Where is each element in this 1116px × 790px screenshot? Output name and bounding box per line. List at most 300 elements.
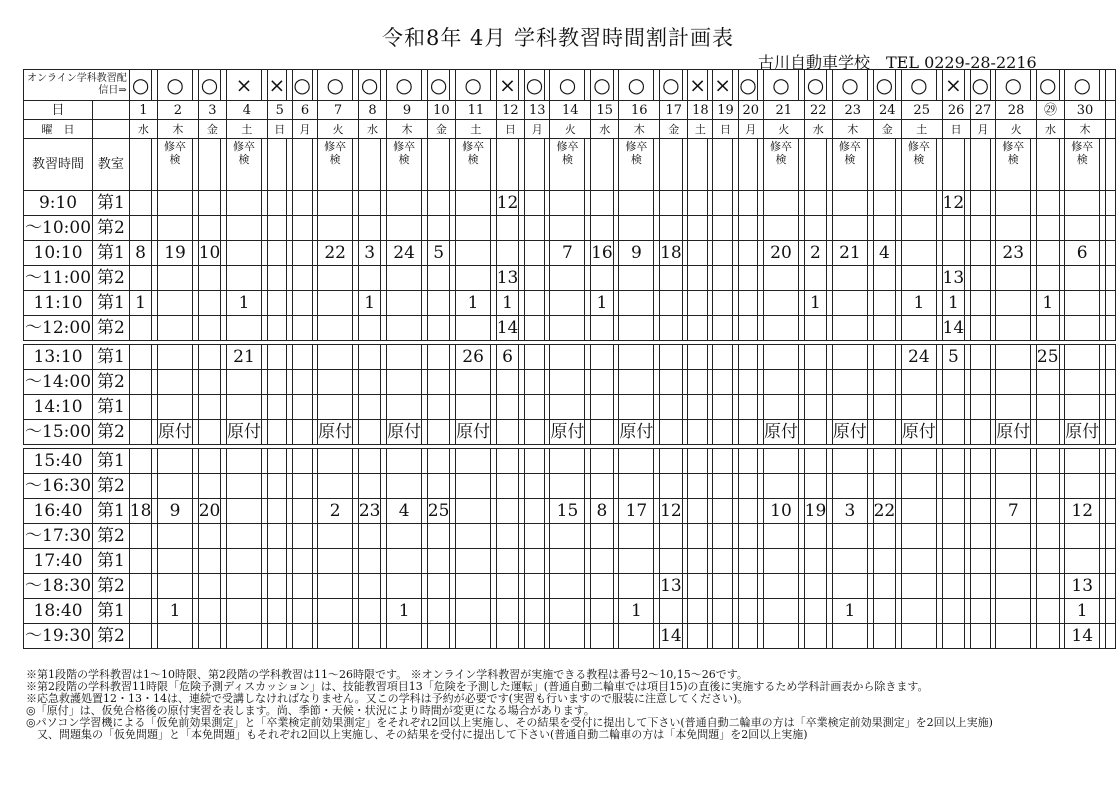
- lesson-cell: [738, 420, 758, 445]
- lesson-cell: [688, 191, 707, 216]
- lesson-cell: [942, 574, 965, 599]
- table-row: [24, 420, 1116, 445]
- lesson-cell: [456, 499, 491, 524]
- lesson-cell: [525, 449, 545, 474]
- lesson-cell: [292, 474, 312, 499]
- lesson-cell: [738, 599, 758, 624]
- online-mark: ×: [688, 70, 707, 101]
- lesson-cell: [129, 524, 152, 549]
- lesson-cell: [550, 449, 585, 474]
- lesson-cell: [318, 316, 353, 341]
- lesson-cell: [550, 395, 585, 420]
- lesson-cell: [1065, 345, 1100, 370]
- table-row: [24, 191, 1116, 216]
- lesson-cell: [525, 524, 545, 549]
- day-number: 18: [688, 101, 713, 120]
- weekday-cell: 日: [713, 120, 738, 139]
- lesson-cell: [227, 574, 262, 599]
- lesson-cell: [591, 420, 614, 445]
- lesson-cell: [970, 624, 990, 649]
- lesson-cell: 5: [942, 345, 965, 370]
- shuko-cell: [873, 139, 896, 191]
- lesson-cell: [832, 524, 867, 549]
- online-mark: ○: [427, 70, 450, 101]
- lesson-cell: [496, 370, 519, 395]
- lesson-cell: [713, 241, 732, 266]
- lesson-cell: [970, 191, 990, 216]
- lesson-cell: [129, 345, 152, 370]
- lesson-cell: 14: [1065, 624, 1100, 649]
- lesson-cell: [738, 499, 758, 524]
- lesson-cell: [996, 345, 1031, 370]
- day-number: 14: [550, 101, 591, 120]
- lesson-cell: [738, 574, 758, 599]
- lesson-cell: [292, 266, 312, 291]
- lesson-cell: [832, 216, 867, 241]
- lesson-cell: 21: [227, 345, 262, 370]
- lesson-cell: [763, 449, 798, 474]
- lesson-cell: [804, 624, 827, 649]
- lesson-cell: [292, 316, 312, 341]
- lesson-cell: [227, 266, 262, 291]
- lesson-cell: 13: [496, 266, 519, 291]
- lesson-cell: [996, 316, 1031, 341]
- lesson-cell: [713, 624, 732, 649]
- lesson-cell: [873, 291, 896, 316]
- lesson-cell: [804, 549, 827, 574]
- weekday-cell: 木: [619, 120, 660, 139]
- lesson-cell: [427, 524, 450, 549]
- online-mark: ○: [619, 70, 654, 101]
- lesson-cell: [427, 624, 450, 649]
- slot-end-time: ～11:00: [24, 266, 93, 291]
- lesson-cell: [832, 316, 867, 341]
- lesson-cell: [619, 449, 654, 474]
- room-label: 第2: [93, 266, 130, 291]
- lesson-cell: [267, 345, 286, 370]
- spacer-cell: [1105, 316, 1115, 341]
- lesson-cell: [550, 524, 585, 549]
- online-mark: ○: [738, 70, 758, 101]
- lesson-cell: 3: [832, 499, 867, 524]
- lesson-cell: [713, 574, 732, 599]
- lesson-cell: [267, 420, 286, 445]
- online-mark: ○: [901, 70, 936, 101]
- page-title: 令和8年 4月 学科教習時間割計画表: [381, 26, 735, 50]
- spacer-cell: [1105, 101, 1115, 120]
- lesson-cell: [901, 474, 936, 499]
- note-5: ◎パソコン学習機による「仮免前効果測定」と「卒業検定前効果測定」をそれぞれ2回以上実施し、その結果を受付に提出して下さい(普通自動二輪車の方は「卒業検定前効果測定」を2回以上実施): [26, 716, 993, 729]
- lesson-cell: [550, 191, 585, 216]
- lesson-cell: [427, 599, 450, 624]
- lesson-cell: [267, 499, 286, 524]
- lesson-cell: [738, 549, 758, 574]
- lesson-cell: [158, 449, 193, 474]
- lesson-cell: [387, 291, 422, 316]
- room-label: 第1: [93, 499, 130, 524]
- lesson-cell: [873, 549, 896, 574]
- lesson-cell: [804, 316, 827, 341]
- lesson-cell: [1036, 624, 1059, 649]
- table-row: [24, 316, 1116, 341]
- lesson-cell: 1: [619, 599, 654, 624]
- lesson-cell: [591, 191, 614, 216]
- lesson-cell: [873, 191, 896, 216]
- slot-end-time: ～10:00: [24, 216, 93, 241]
- lesson-cell: [427, 449, 450, 474]
- spacer-cell: [1105, 370, 1115, 395]
- online-mark: ○: [1036, 70, 1059, 101]
- lesson-cell: [901, 524, 936, 549]
- lesson-cell: [832, 395, 867, 420]
- weekday-cell: 火: [550, 120, 591, 139]
- lesson-cell: [873, 395, 896, 420]
- lesson-cell: [832, 549, 867, 574]
- lesson-cell: [660, 316, 683, 341]
- lesson-cell: [318, 370, 353, 395]
- lesson-cell: [318, 266, 353, 291]
- lesson-cell: [660, 524, 683, 549]
- lesson-cell: [688, 449, 707, 474]
- lesson-cell: [901, 216, 936, 241]
- lesson-cell: [318, 191, 353, 216]
- spacer-cell: [1105, 139, 1115, 191]
- online-mark: ○: [832, 70, 867, 101]
- lesson-cell: [496, 624, 519, 649]
- weekday-cell: 水: [591, 120, 619, 139]
- lesson-cell: 23: [358, 499, 381, 524]
- lesson-cell: [1036, 449, 1059, 474]
- time-header: 教習時間: [24, 139, 93, 191]
- lesson-cell: [427, 191, 450, 216]
- lesson-cell: [942, 499, 965, 524]
- lesson-cell: [292, 241, 312, 266]
- lesson-cell: 1: [496, 291, 519, 316]
- lesson-cell: [713, 291, 732, 316]
- lesson-cell: [129, 549, 152, 574]
- lesson-cell: [496, 549, 519, 574]
- lesson-cell: [1036, 241, 1059, 266]
- lesson-cell: [942, 216, 965, 241]
- lesson-cell: [996, 624, 1031, 649]
- lesson-cell: 14: [496, 316, 519, 341]
- lesson-cell: [456, 549, 491, 574]
- shuko-cell: 修卒検: [318, 139, 353, 191]
- shuko-cell: 修卒検: [158, 139, 193, 191]
- lesson-cell: [713, 395, 732, 420]
- lesson-cell: [267, 449, 286, 474]
- lesson-cell: [292, 499, 312, 524]
- shuko-cell: [198, 139, 221, 191]
- lesson-cell: [292, 549, 312, 574]
- genpu-cell: 原付: [227, 420, 262, 445]
- lesson-cell: [591, 549, 614, 574]
- lesson-cell: [158, 474, 193, 499]
- lesson-cell: [158, 624, 193, 649]
- weekday-cell: 月: [292, 120, 317, 139]
- lesson-cell: [901, 191, 936, 216]
- lesson-cell: 3: [358, 241, 381, 266]
- lesson-cell: 24: [387, 241, 422, 266]
- lesson-cell: [970, 395, 990, 420]
- lesson-cell: [292, 345, 312, 370]
- lesson-cell: [227, 549, 262, 574]
- online-mark: ○: [1065, 70, 1100, 101]
- lesson-cell: [970, 241, 990, 266]
- lesson-cell: [129, 191, 152, 216]
- lesson-cell: [763, 549, 798, 574]
- shuko-cell: 修卒検: [832, 139, 867, 191]
- lesson-cell: [832, 266, 867, 291]
- lesson-cell: 21: [832, 241, 867, 266]
- lesson-cell: [804, 420, 827, 445]
- lesson-cell: [456, 574, 491, 599]
- lesson-cell: [198, 216, 221, 241]
- genpu-cell: 原付: [996, 420, 1031, 445]
- lesson-cell: 1: [1036, 291, 1059, 316]
- lesson-cell: [591, 345, 614, 370]
- lesson-cell: [227, 316, 262, 341]
- lesson-cell: 7: [550, 241, 585, 266]
- lesson-cell: [970, 499, 990, 524]
- room-label: 第2: [93, 574, 130, 599]
- spacer-cell: [1105, 449, 1115, 474]
- lesson-cell: [763, 370, 798, 395]
- online-label: オンライン学科教習配信日⇒: [24, 70, 130, 101]
- lesson-cell: [267, 574, 286, 599]
- lesson-cell: [198, 395, 221, 420]
- online-mark: ○: [804, 70, 827, 101]
- lesson-cell: 9: [619, 241, 654, 266]
- lesson-cell: 4: [387, 499, 422, 524]
- lesson-cell: [942, 449, 965, 474]
- shuko-cell: [358, 139, 381, 191]
- lesson-cell: 19: [158, 241, 193, 266]
- lesson-cell: [832, 624, 867, 649]
- lesson-cell: 1: [358, 291, 381, 316]
- lesson-cell: [292, 191, 312, 216]
- lesson-cell: [550, 624, 585, 649]
- lesson-cell: [713, 549, 732, 574]
- lesson-cell: [496, 474, 519, 499]
- weekday-cell: 金: [427, 120, 455, 139]
- lesson-cell: [1036, 420, 1059, 445]
- lesson-cell: [387, 474, 422, 499]
- lesson-cell: [738, 216, 758, 241]
- lesson-cell: [713, 345, 732, 370]
- day-number: ㉙: [1036, 101, 1064, 120]
- lesson-cell: [227, 624, 262, 649]
- lesson-cell: [358, 624, 381, 649]
- lesson-cell: [688, 266, 707, 291]
- table-row: [24, 266, 1116, 291]
- table-row: [24, 549, 1116, 574]
- spacer-cell: [1105, 120, 1115, 139]
- lesson-cell: [688, 524, 707, 549]
- slot-start-time: 13:10: [24, 345, 93, 370]
- lesson-cell: [358, 191, 381, 216]
- online-mark: ×: [496, 70, 519, 101]
- lesson-cell: [198, 599, 221, 624]
- online-mark: ○: [660, 70, 683, 101]
- lesson-cell: [970, 449, 990, 474]
- lesson-cell: [873, 474, 896, 499]
- lesson-cell: [873, 420, 896, 445]
- lesson-cell: [713, 216, 732, 241]
- lesson-cell: [804, 370, 827, 395]
- lesson-cell: [804, 449, 827, 474]
- lesson-cell: [129, 599, 152, 624]
- lesson-cell: [591, 266, 614, 291]
- weekday-cell: 土: [227, 120, 268, 139]
- lesson-cell: [970, 266, 990, 291]
- lesson-cell: [496, 216, 519, 241]
- lesson-cell: [318, 449, 353, 474]
- lesson-cell: [387, 191, 422, 216]
- lesson-cell: [804, 395, 827, 420]
- day-number: 10: [427, 101, 455, 120]
- lesson-cell: 8: [129, 241, 152, 266]
- lesson-cell: [1065, 191, 1100, 216]
- online-mark: ○: [198, 70, 221, 101]
- lesson-cell: [1065, 216, 1100, 241]
- lesson-cell: [387, 574, 422, 599]
- lesson-cell: [591, 624, 614, 649]
- lesson-cell: 12: [942, 191, 965, 216]
- weekday-cell: 金: [198, 120, 226, 139]
- online-mark: ×: [267, 70, 286, 101]
- lesson-cell: [387, 266, 422, 291]
- lesson-cell: [688, 420, 707, 445]
- lesson-cell: [763, 216, 798, 241]
- lesson-cell: [738, 624, 758, 649]
- genpu-cell: 原付: [901, 420, 936, 445]
- lesson-cell: 23: [996, 241, 1031, 266]
- lesson-cell: [198, 524, 221, 549]
- day-number: 16: [619, 101, 660, 120]
- lesson-cell: [901, 499, 936, 524]
- lesson-cell: [970, 316, 990, 341]
- lesson-cell: [267, 191, 286, 216]
- lesson-cell: [713, 474, 732, 499]
- lesson-cell: [292, 624, 312, 649]
- room-label: 第2: [93, 370, 130, 395]
- lesson-cell: [427, 420, 450, 445]
- lesson-cell: [970, 370, 990, 395]
- lesson-cell: [688, 549, 707, 574]
- lesson-cell: [525, 420, 545, 445]
- lesson-cell: [619, 370, 654, 395]
- lesson-cell: [198, 291, 221, 316]
- lesson-cell: [1036, 499, 1059, 524]
- lesson-cell: [970, 216, 990, 241]
- lesson-cell: [1065, 524, 1100, 549]
- weekday-cell: 月: [525, 120, 550, 139]
- lesson-cell: [688, 574, 707, 599]
- lesson-cell: [688, 216, 707, 241]
- lesson-cell: 14: [660, 624, 683, 649]
- lesson-cell: 20: [763, 241, 798, 266]
- lesson-cell: [996, 266, 1031, 291]
- weekday-cell: 木: [832, 120, 873, 139]
- lesson-cell: 12: [496, 191, 519, 216]
- lesson-cell: [763, 624, 798, 649]
- lesson-cell: [267, 395, 286, 420]
- lesson-cell: [318, 216, 353, 241]
- note-6: 又、問題集の「仮免問題」と「本免問題」もそれぞれ2回以上実施し、その結果を受付に提出して下さい(普通自動二輪車の方は「本免問題」を2回以上実施): [26, 728, 808, 741]
- lesson-cell: [738, 449, 758, 474]
- lesson-cell: [387, 316, 422, 341]
- lesson-cell: [591, 449, 614, 474]
- lesson-cell: [873, 216, 896, 241]
- lesson-cell: [456, 624, 491, 649]
- room-label: 第1: [93, 449, 130, 474]
- shuko-cell: 修卒検: [901, 139, 936, 191]
- spacer-cell: [1105, 395, 1115, 420]
- lesson-cell: [996, 524, 1031, 549]
- lesson-cell: [763, 191, 798, 216]
- lesson-cell: [267, 370, 286, 395]
- spacer-cell: [93, 101, 130, 120]
- lesson-cell: [591, 316, 614, 341]
- lesson-cell: [496, 395, 519, 420]
- lesson-cell: [660, 420, 683, 445]
- online-mark: ○: [358, 70, 381, 101]
- genpu-cell: 原付: [619, 420, 654, 445]
- lesson-cell: [738, 395, 758, 420]
- lesson-cell: [318, 549, 353, 574]
- lesson-cell: [832, 574, 867, 599]
- lesson-cell: [970, 524, 990, 549]
- lesson-cell: [525, 499, 545, 524]
- lesson-cell: [496, 449, 519, 474]
- lesson-cell: [619, 474, 654, 499]
- lesson-cell: [292, 574, 312, 599]
- lesson-cell: [318, 599, 353, 624]
- lesson-cell: 25: [427, 499, 450, 524]
- lesson-cell: [550, 266, 585, 291]
- lesson-cell: [901, 624, 936, 649]
- lesson-cell: [942, 549, 965, 574]
- slot-end-time: ～17:30: [24, 524, 93, 549]
- weekday-cell: 水: [129, 120, 157, 139]
- lesson-cell: [996, 216, 1031, 241]
- lesson-cell: 13: [1065, 574, 1100, 599]
- table-row: [24, 395, 1116, 420]
- lesson-cell: [525, 316, 545, 341]
- note-3: ※応急救護処置12・13・14は、連続で受講しなければなりません。又この学科は予約が必要です(実習も行いますので服装に注意してください)。: [26, 692, 749, 705]
- lesson-cell: [970, 599, 990, 624]
- day-number: 5: [267, 101, 292, 120]
- lesson-cell: [942, 474, 965, 499]
- lesson-cell: [358, 216, 381, 241]
- lesson-cell: [619, 524, 654, 549]
- lesson-cell: [227, 216, 262, 241]
- lesson-cell: [970, 345, 990, 370]
- lesson-cell: [387, 345, 422, 370]
- room-label: 第1: [93, 191, 130, 216]
- lesson-cell: [227, 449, 262, 474]
- lesson-cell: [198, 316, 221, 341]
- lesson-cell: [158, 549, 193, 574]
- day-number: 25: [901, 101, 942, 120]
- lesson-cell: [387, 524, 422, 549]
- lesson-cell: [996, 449, 1031, 474]
- shuko-cell: 修卒検: [550, 139, 585, 191]
- lesson-cell: [267, 624, 286, 649]
- spacer-cell: [1105, 499, 1115, 524]
- spacer-cell: [1105, 420, 1115, 445]
